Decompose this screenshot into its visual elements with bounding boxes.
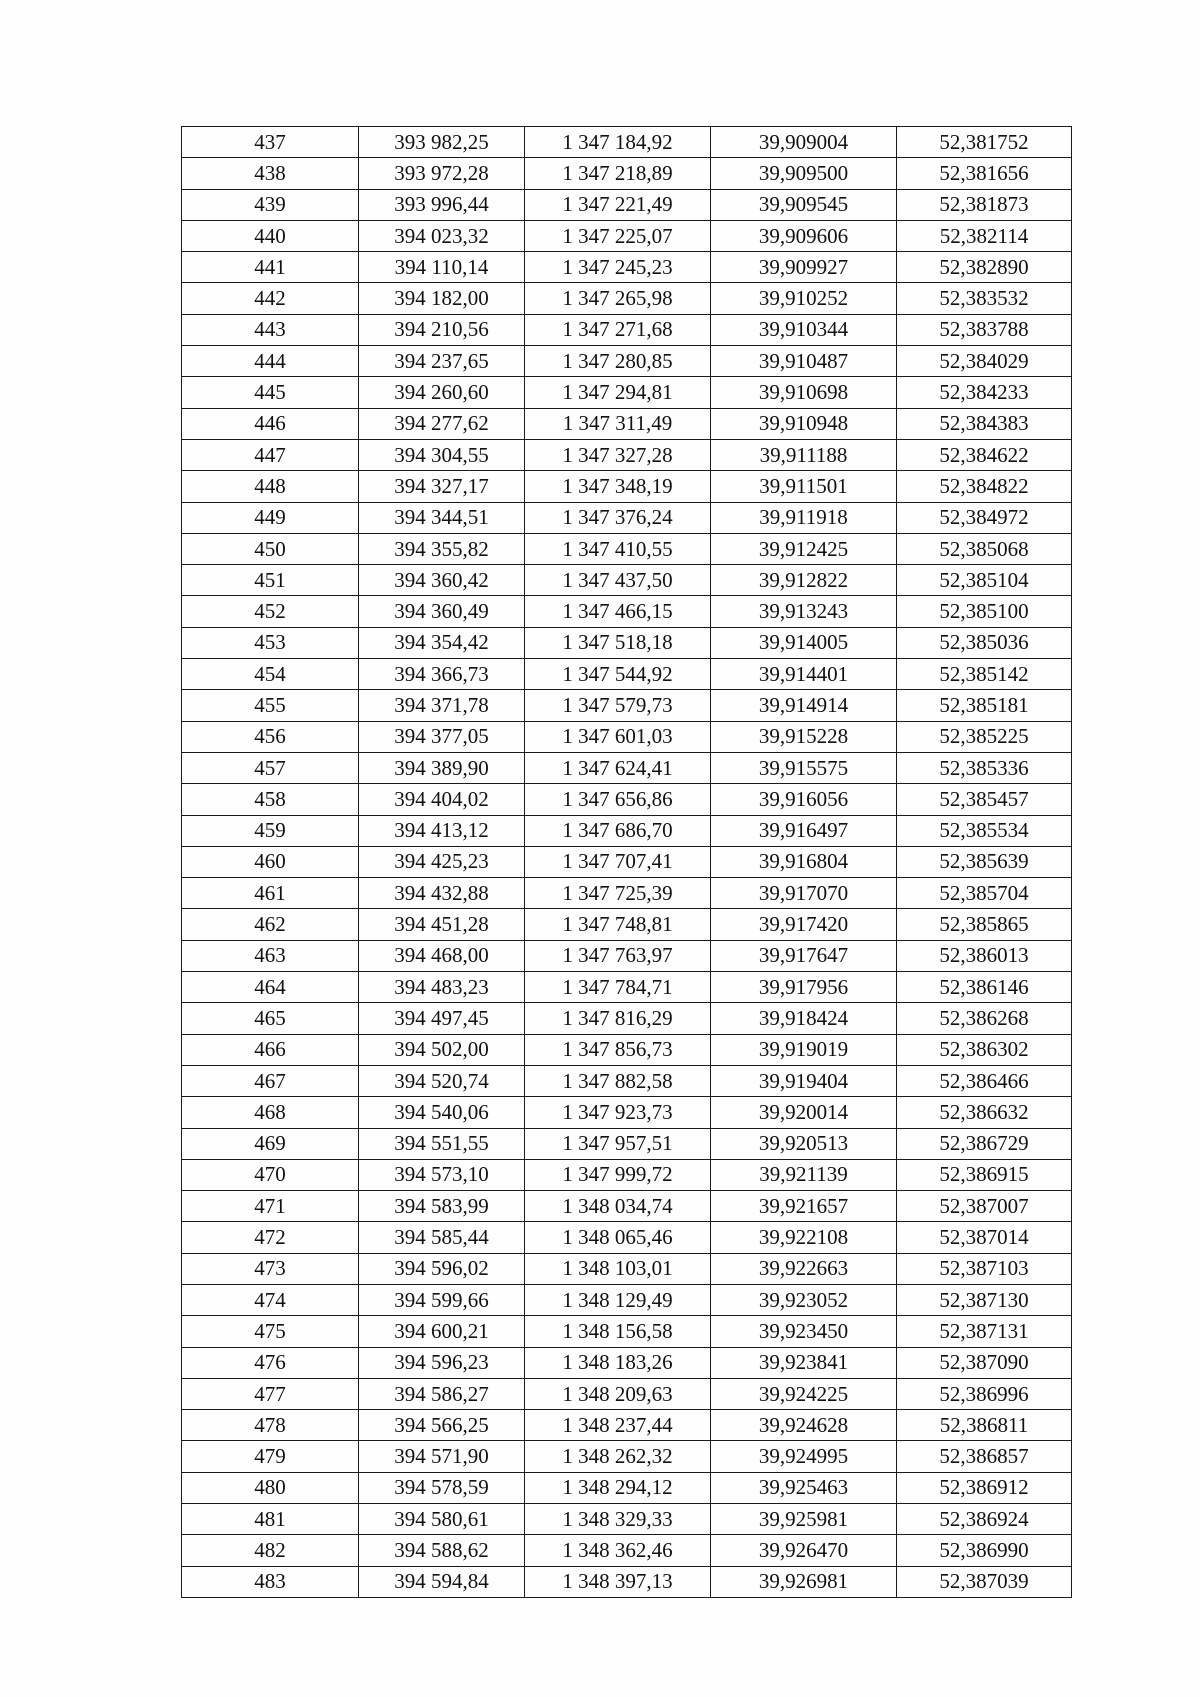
point-number-cell: 456 [182,721,359,752]
longitude-cell: 39,924225 [711,1378,897,1409]
longitude-cell: 39,911188 [711,439,897,470]
y-coordinate-cell: 1 347 624,41 [525,752,711,783]
latitude-cell: 52,385704 [897,878,1072,909]
longitude-cell: 39,909004 [711,127,897,158]
y-coordinate-cell: 1 347 410,55 [525,533,711,564]
point-number-cell: 460 [182,846,359,877]
table-row [182,1410,1072,1441]
x-coordinate-cell: 394 573,10 [359,1159,525,1190]
table-row [182,1566,1072,1597]
x-coordinate-cell: 394 182,00 [359,283,525,314]
x-coordinate-cell: 394 366,73 [359,659,525,690]
longitude-cell: 39,923052 [711,1284,897,1315]
y-coordinate-cell: 1 348 237,44 [525,1410,711,1441]
y-coordinate-cell: 1 347 579,73 [525,690,711,721]
longitude-cell: 39,924995 [711,1441,897,1472]
longitude-cell: 39,909545 [711,189,897,220]
point-number-cell: 440 [182,220,359,251]
table-row [182,878,1072,909]
latitude-cell: 52,385457 [897,784,1072,815]
point-number-cell: 442 [182,283,359,314]
y-coordinate-cell: 1 347 686,70 [525,815,711,846]
point-number-cell: 447 [182,439,359,470]
table-row [182,815,1072,846]
x-coordinate-cell: 393 996,44 [359,189,525,220]
latitude-cell: 52,385336 [897,752,1072,783]
y-coordinate-cell: 1 347 225,07 [525,220,711,251]
coordinates-table [181,126,1072,1598]
point-number-cell: 439 [182,189,359,220]
x-coordinate-cell: 394 580,61 [359,1504,525,1535]
latitude-cell: 52,383532 [897,283,1072,314]
point-number-cell: 461 [182,878,359,909]
table-row [182,158,1072,189]
point-number-cell: 449 [182,502,359,533]
y-coordinate-cell: 1 348 209,63 [525,1378,711,1409]
latitude-cell: 52,387014 [897,1222,1072,1253]
point-number-cell: 466 [182,1034,359,1065]
y-coordinate-cell: 1 348 034,74 [525,1191,711,1222]
y-coordinate-cell: 1 347 184,92 [525,127,711,158]
x-coordinate-cell: 393 972,28 [359,158,525,189]
longitude-cell: 39,913243 [711,596,897,627]
longitude-cell: 39,912425 [711,533,897,564]
point-number-cell: 480 [182,1472,359,1503]
coordinates-table-body [182,127,1072,1598]
point-number-cell: 470 [182,1159,359,1190]
point-number-cell: 451 [182,565,359,596]
longitude-cell: 39,915575 [711,752,897,783]
table-row [182,1284,1072,1315]
point-number-cell: 467 [182,1065,359,1096]
point-number-cell: 482 [182,1535,359,1566]
latitude-cell: 52,387090 [897,1347,1072,1378]
x-coordinate-cell: 394 599,66 [359,1284,525,1315]
table-row [182,1097,1072,1128]
table-row [182,1065,1072,1096]
point-number-cell: 457 [182,752,359,783]
table-row [182,408,1072,439]
y-coordinate-cell: 1 347 601,03 [525,721,711,752]
x-coordinate-cell: 394 344,51 [359,502,525,533]
latitude-cell: 52,382890 [897,252,1072,283]
point-number-cell: 459 [182,815,359,846]
table-row [182,220,1072,251]
longitude-cell: 39,910487 [711,346,897,377]
y-coordinate-cell: 1 348 262,32 [525,1441,711,1472]
x-coordinate-cell: 394 432,88 [359,878,525,909]
y-coordinate-cell: 1 347 748,81 [525,909,711,940]
x-coordinate-cell: 394 588,62 [359,1535,525,1566]
x-coordinate-cell: 394 327,17 [359,471,525,502]
point-number-cell: 462 [182,909,359,940]
latitude-cell: 52,385142 [897,659,1072,690]
y-coordinate-cell: 1 347 218,89 [525,158,711,189]
table-row [182,1347,1072,1378]
x-coordinate-cell: 394 540,06 [359,1097,525,1128]
x-coordinate-cell: 394 594,84 [359,1566,525,1597]
longitude-cell: 39,917070 [711,878,897,909]
x-coordinate-cell: 394 551,55 [359,1128,525,1159]
latitude-cell: 52,386857 [897,1441,1072,1472]
y-coordinate-cell: 1 347 544,92 [525,659,711,690]
point-number-cell: 472 [182,1222,359,1253]
table-row [182,533,1072,564]
longitude-cell: 39,924628 [711,1410,897,1441]
x-coordinate-cell: 394 596,02 [359,1253,525,1284]
x-coordinate-cell: 394 413,12 [359,815,525,846]
latitude-cell: 52,387007 [897,1191,1072,1222]
latitude-cell: 52,381873 [897,189,1072,220]
table-row [182,846,1072,877]
y-coordinate-cell: 1 347 856,73 [525,1034,711,1065]
longitude-cell: 39,911918 [711,502,897,533]
longitude-cell: 39,919019 [711,1034,897,1065]
point-number-cell: 443 [182,314,359,345]
table-row [182,1034,1072,1065]
table-row [182,377,1072,408]
point-number-cell: 469 [182,1128,359,1159]
point-number-cell: 453 [182,627,359,658]
table-row [182,252,1072,283]
x-coordinate-cell: 394 566,25 [359,1410,525,1441]
y-coordinate-cell: 1 348 183,26 [525,1347,711,1378]
point-number-cell: 438 [182,158,359,189]
longitude-cell: 39,921657 [711,1191,897,1222]
table-row [182,721,1072,752]
x-coordinate-cell: 394 483,23 [359,972,525,1003]
longitude-cell: 39,914914 [711,690,897,721]
y-coordinate-cell: 1 348 103,01 [525,1253,711,1284]
latitude-cell: 52,384383 [897,408,1072,439]
longitude-cell: 39,917420 [711,909,897,940]
y-coordinate-cell: 1 347 784,71 [525,972,711,1003]
table-row [182,1159,1072,1190]
x-coordinate-cell: 394 600,21 [359,1316,525,1347]
longitude-cell: 39,916804 [711,846,897,877]
latitude-cell: 52,386302 [897,1034,1072,1065]
y-coordinate-cell: 1 347 311,49 [525,408,711,439]
latitude-cell: 52,386915 [897,1159,1072,1190]
point-number-cell: 468 [182,1097,359,1128]
x-coordinate-cell: 394 260,60 [359,377,525,408]
x-coordinate-cell: 394 210,56 [359,314,525,345]
x-coordinate-cell: 394 360,42 [359,565,525,596]
longitude-cell: 39,914401 [711,659,897,690]
longitude-cell: 39,916056 [711,784,897,815]
point-number-cell: 473 [182,1253,359,1284]
y-coordinate-cell: 1 347 763,97 [525,940,711,971]
table-row [182,1253,1072,1284]
table-row [182,1003,1072,1034]
point-number-cell: 452 [182,596,359,627]
point-number-cell: 455 [182,690,359,721]
y-coordinate-cell: 1 347 707,41 [525,846,711,877]
longitude-cell: 39,923450 [711,1316,897,1347]
longitude-cell: 39,915228 [711,721,897,752]
point-number-cell: 458 [182,784,359,815]
latitude-cell: 52,385865 [897,909,1072,940]
x-coordinate-cell: 394 502,00 [359,1034,525,1065]
x-coordinate-cell: 394 360,49 [359,596,525,627]
y-coordinate-cell: 1 348 397,13 [525,1566,711,1597]
table-row [182,940,1072,971]
point-number-cell: 474 [182,1284,359,1315]
y-coordinate-cell: 1 348 129,49 [525,1284,711,1315]
longitude-cell: 39,917647 [711,940,897,971]
table-row [182,1378,1072,1409]
point-number-cell: 481 [182,1504,359,1535]
table-row [182,752,1072,783]
x-coordinate-cell: 394 586,27 [359,1378,525,1409]
y-coordinate-cell: 1 347 221,49 [525,189,711,220]
y-coordinate-cell: 1 347 348,19 [525,471,711,502]
latitude-cell: 52,384972 [897,502,1072,533]
point-number-cell: 450 [182,533,359,564]
latitude-cell: 52,386729 [897,1128,1072,1159]
x-coordinate-cell: 394 585,44 [359,1222,525,1253]
y-coordinate-cell: 1 347 656,86 [525,784,711,815]
latitude-cell: 52,385100 [897,596,1072,627]
x-coordinate-cell: 394 571,90 [359,1441,525,1472]
point-number-cell: 441 [182,252,359,283]
y-coordinate-cell: 1 347 923,73 [525,1097,711,1128]
latitude-cell: 52,385036 [897,627,1072,658]
y-coordinate-cell: 1 348 329,33 [525,1504,711,1535]
longitude-cell: 39,910344 [711,314,897,345]
latitude-cell: 52,387130 [897,1284,1072,1315]
point-number-cell: 437 [182,127,359,158]
table-row [182,972,1072,1003]
latitude-cell: 52,386924 [897,1504,1072,1535]
latitude-cell: 52,386990 [897,1535,1072,1566]
longitude-cell: 39,910252 [711,283,897,314]
latitude-cell: 52,385181 [897,690,1072,721]
table-row [182,1504,1072,1535]
longitude-cell: 39,926981 [711,1566,897,1597]
table-row [182,1472,1072,1503]
longitude-cell: 39,916497 [711,815,897,846]
point-number-cell: 463 [182,940,359,971]
x-coordinate-cell: 394 520,74 [359,1065,525,1096]
y-coordinate-cell: 1 347 816,29 [525,1003,711,1034]
x-coordinate-cell: 394 277,62 [359,408,525,439]
point-number-cell: 477 [182,1378,359,1409]
point-number-cell: 483 [182,1566,359,1597]
point-number-cell: 465 [182,1003,359,1034]
latitude-cell: 52,385068 [897,533,1072,564]
latitude-cell: 52,381752 [897,127,1072,158]
longitude-cell: 39,909500 [711,158,897,189]
x-coordinate-cell: 394 023,32 [359,220,525,251]
x-coordinate-cell: 394 404,02 [359,784,525,815]
y-coordinate-cell: 1 347 265,98 [525,283,711,314]
point-number-cell: 454 [182,659,359,690]
table-row [182,659,1072,690]
longitude-cell: 39,911501 [711,471,897,502]
x-coordinate-cell: 393 982,25 [359,127,525,158]
x-coordinate-cell: 394 355,82 [359,533,525,564]
point-number-cell: 444 [182,346,359,377]
latitude-cell: 52,384029 [897,346,1072,377]
table-row [182,1441,1072,1472]
longitude-cell: 39,909606 [711,220,897,251]
x-coordinate-cell: 394 304,55 [359,439,525,470]
y-coordinate-cell: 1 347 271,68 [525,314,711,345]
latitude-cell: 52,384622 [897,439,1072,470]
x-coordinate-cell: 394 578,59 [359,1472,525,1503]
longitude-cell: 39,917956 [711,972,897,1003]
x-coordinate-cell: 394 497,45 [359,1003,525,1034]
latitude-cell: 52,384233 [897,377,1072,408]
point-number-cell: 448 [182,471,359,502]
table-row [182,314,1072,345]
longitude-cell: 39,910948 [711,408,897,439]
y-coordinate-cell: 1 348 294,12 [525,1472,711,1503]
longitude-cell: 39,922108 [711,1222,897,1253]
longitude-cell: 39,920014 [711,1097,897,1128]
longitude-cell: 39,920513 [711,1128,897,1159]
latitude-cell: 52,385534 [897,815,1072,846]
latitude-cell: 52,387131 [897,1316,1072,1347]
longitude-cell: 39,918424 [711,1003,897,1034]
y-coordinate-cell: 1 347 882,58 [525,1065,711,1096]
longitude-cell: 39,925981 [711,1504,897,1535]
x-coordinate-cell: 394 468,00 [359,940,525,971]
y-coordinate-cell: 1 347 294,81 [525,377,711,408]
longitude-cell: 39,914005 [711,627,897,658]
table-row [182,502,1072,533]
latitude-cell: 52,386146 [897,972,1072,1003]
longitude-cell: 39,926470 [711,1535,897,1566]
x-coordinate-cell: 394 425,23 [359,846,525,877]
longitude-cell: 39,922663 [711,1253,897,1284]
table-row [182,471,1072,502]
y-coordinate-cell: 1 348 065,46 [525,1222,711,1253]
table-row [182,690,1072,721]
x-coordinate-cell: 394 377,05 [359,721,525,752]
x-coordinate-cell: 394 354,42 [359,627,525,658]
y-coordinate-cell: 1 348 156,58 [525,1316,711,1347]
table-row [182,127,1072,158]
point-number-cell: 479 [182,1441,359,1472]
latitude-cell: 52,383788 [897,314,1072,345]
point-number-cell: 476 [182,1347,359,1378]
x-coordinate-cell: 394 389,90 [359,752,525,783]
table-row [182,1128,1072,1159]
y-coordinate-cell: 1 347 999,72 [525,1159,711,1190]
x-coordinate-cell: 394 596,23 [359,1347,525,1378]
x-coordinate-cell: 394 371,78 [359,690,525,721]
latitude-cell: 52,386013 [897,940,1072,971]
y-coordinate-cell: 1 347 437,50 [525,565,711,596]
latitude-cell: 52,384822 [897,471,1072,502]
longitude-cell: 39,909927 [711,252,897,283]
latitude-cell: 52,386466 [897,1065,1072,1096]
table-row [182,1191,1072,1222]
latitude-cell: 52,386912 [897,1472,1072,1503]
point-number-cell: 471 [182,1191,359,1222]
table-row [182,596,1072,627]
longitude-cell: 39,925463 [711,1472,897,1503]
table-row [182,283,1072,314]
latitude-cell: 52,386268 [897,1003,1072,1034]
y-coordinate-cell: 1 347 957,51 [525,1128,711,1159]
y-coordinate-cell: 1 347 376,24 [525,502,711,533]
point-number-cell: 478 [182,1410,359,1441]
latitude-cell: 52,387039 [897,1566,1072,1597]
point-number-cell: 475 [182,1316,359,1347]
longitude-cell: 39,921139 [711,1159,897,1190]
latitude-cell: 52,386811 [897,1410,1072,1441]
longitude-cell: 39,923841 [711,1347,897,1378]
latitude-cell: 52,387103 [897,1253,1072,1284]
x-coordinate-cell: 394 110,14 [359,252,525,283]
latitude-cell: 52,386632 [897,1097,1072,1128]
x-coordinate-cell: 394 237,65 [359,346,525,377]
longitude-cell: 39,910698 [711,377,897,408]
latitude-cell: 52,385104 [897,565,1072,596]
table-row [182,1222,1072,1253]
point-number-cell: 464 [182,972,359,1003]
table-row [182,565,1072,596]
latitude-cell: 52,385639 [897,846,1072,877]
table-row [182,1316,1072,1347]
y-coordinate-cell: 1 347 280,85 [525,346,711,377]
point-number-cell: 445 [182,377,359,408]
latitude-cell: 52,381656 [897,158,1072,189]
longitude-cell: 39,919404 [711,1065,897,1096]
point-number-cell: 446 [182,408,359,439]
x-coordinate-cell: 394 583,99 [359,1191,525,1222]
longitude-cell: 39,912822 [711,565,897,596]
table-row [182,439,1072,470]
table-row [182,346,1072,377]
table-row [182,909,1072,940]
latitude-cell: 52,382114 [897,220,1072,251]
y-coordinate-cell: 1 347 518,18 [525,627,711,658]
latitude-cell: 52,385225 [897,721,1072,752]
table-row [182,627,1072,658]
y-coordinate-cell: 1 347 466,15 [525,596,711,627]
y-coordinate-cell: 1 347 245,23 [525,252,711,283]
table-row [182,189,1072,220]
y-coordinate-cell: 1 347 725,39 [525,878,711,909]
table-row [182,784,1072,815]
latitude-cell: 52,386996 [897,1378,1072,1409]
table-row [182,1535,1072,1566]
y-coordinate-cell: 1 347 327,28 [525,439,711,470]
x-coordinate-cell: 394 451,28 [359,909,525,940]
y-coordinate-cell: 1 348 362,46 [525,1535,711,1566]
